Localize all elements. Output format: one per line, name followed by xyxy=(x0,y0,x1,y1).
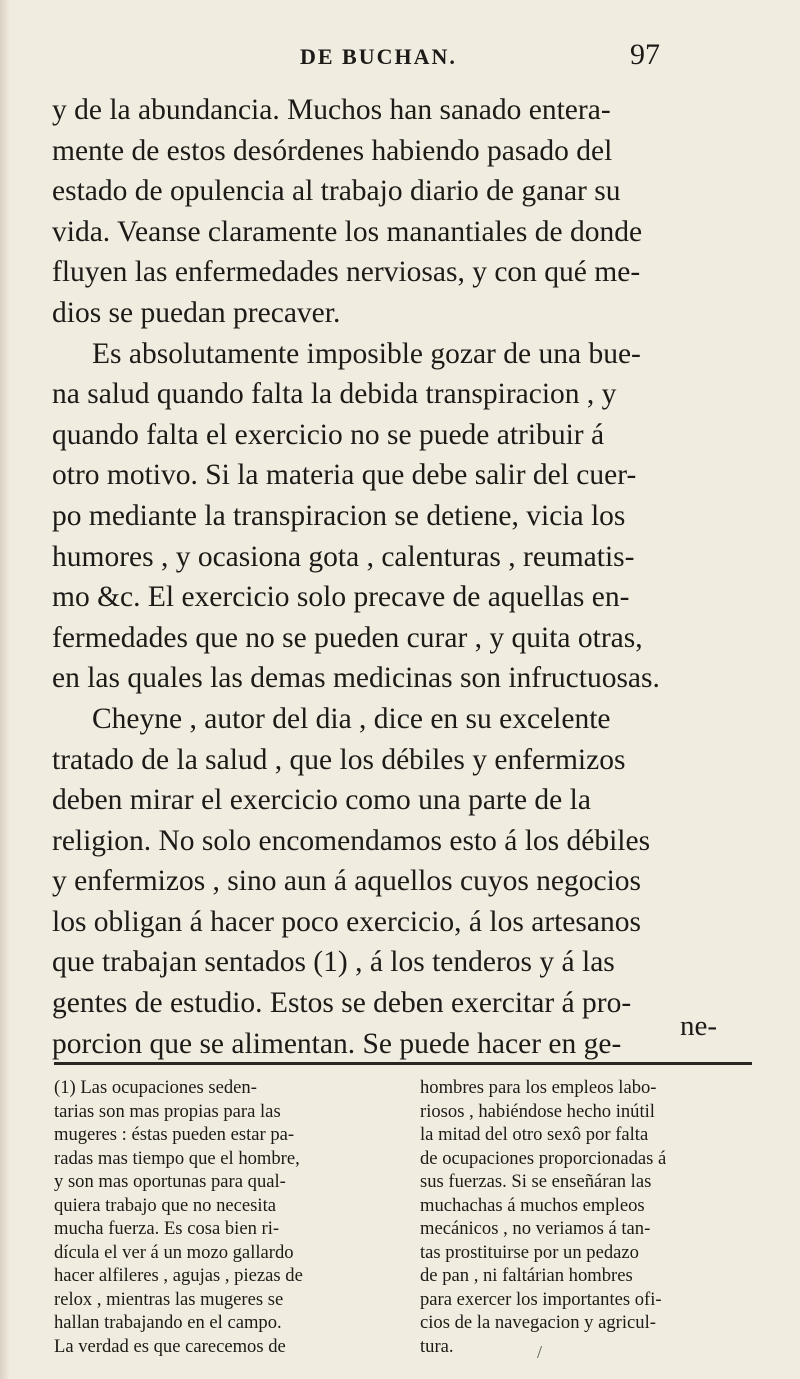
body-line: vida. Veanse claramente los manantiales de donde xyxy=(52,215,643,248)
footnote-rule xyxy=(54,1062,752,1065)
footnote-line: sus fuerzas. Si se enseñáran las xyxy=(420,1171,652,1192)
body-line: na salud quando falta la debida transpiracion , y xyxy=(52,378,617,411)
footnote-line: tarias son mas propias para las xyxy=(54,1100,281,1122)
body-line: humores , y ocasiona gota , calenturas , reumatis- xyxy=(52,540,635,573)
body-line: porcion que se alimentan. Se puede hacer en ge- xyxy=(52,1027,622,1060)
body-line: los obligan á hacer poco exercicio, á los artesanos xyxy=(52,905,641,938)
body-line: deben mirar el exercicio como una parte de la xyxy=(52,784,591,817)
body-line: tratado de la salud , que los débiles y enfermizos xyxy=(52,743,626,776)
gutter-shadow xyxy=(0,0,10,1379)
footnote-line: hombres para los empleos labo- xyxy=(420,1077,657,1098)
body-line: estado de opulencia al trabajo diario de ganar su xyxy=(52,175,621,208)
footnote-line: de pan , ni faltárian hombres xyxy=(420,1265,633,1286)
catchword: ne- xyxy=(680,1010,718,1042)
footnote-line: de ocupaciones proporcionadas á xyxy=(420,1147,667,1169)
footnote-line: cios de la navegacion y agricul- xyxy=(420,1312,656,1333)
footnote-line: radas mas tiempo que el hombre, xyxy=(54,1147,300,1169)
page-number: 97 xyxy=(630,38,660,71)
footnotes xyxy=(54,1076,752,1358)
footnote-line: dícula el ver á un mozo gallardo xyxy=(54,1241,294,1263)
body-line: po mediante la transpiracion se detiene, vicia los xyxy=(52,499,626,532)
footnote-line: y son mas oportunas para qual- xyxy=(54,1171,286,1192)
footnote-line: (1) Las ocupaciones seden- xyxy=(54,1077,257,1098)
footnote-line: hacer alfileres , agujas , piezas de xyxy=(54,1265,303,1286)
body-line: fermedades que no se pueden curar , y quita otras, xyxy=(52,621,643,654)
main-text xyxy=(52,90,752,1064)
body-line: mo &c. El exercicio solo precave de aquellas en- xyxy=(52,581,630,614)
body-line: en las quales las demas medicinas son infructuosas. xyxy=(52,662,660,695)
body-line: dios se puedan precaver. xyxy=(52,296,341,329)
footnote-line: para exercer los importantes ofi- xyxy=(420,1288,662,1310)
footnote-line: hallan trabajando en el campo. xyxy=(54,1312,282,1333)
body-line: Es absolutamente imposible gozar de una bue- xyxy=(92,337,641,370)
footnote-line: La verdad es que carecemos de xyxy=(54,1335,286,1357)
footnote-column-right xyxy=(420,1076,752,1358)
body-line: religion. No solo encomendamos esto á los débiles xyxy=(52,824,651,857)
body-line: mente de estos desórdenes habiendo pasado del xyxy=(52,134,613,167)
body-line: otro motivo. Si la materia que debe salir del cuer- xyxy=(52,459,637,492)
footnote-line: mugeres : éstas pueden estar pa- xyxy=(54,1124,295,1145)
running-head: DE BUCHAN. xyxy=(300,44,457,69)
footnote-line: quiera trabajo que no necesita xyxy=(54,1194,276,1216)
footnote-line: tura. xyxy=(420,1335,454,1357)
footnote-line: mecánicos , no veriamos á tan- xyxy=(420,1218,651,1239)
footnote-line: relox , mientras las mugeres se xyxy=(54,1288,284,1310)
body-line: y de la abundancia. Muchos han sanado entera- xyxy=(52,94,611,126)
body-line: y enfermizos , sino aun á aquellos cuyos negocios xyxy=(52,865,642,898)
footnote-line: tas prostituirse por un pedazo xyxy=(420,1241,639,1263)
footnote-line: muchachas á muchos empleos xyxy=(420,1194,645,1216)
bottom-mark: / xyxy=(537,1342,543,1362)
body-line: quando falta el exercicio no se puede atribuir á xyxy=(52,418,605,451)
footnote-column-left xyxy=(54,1076,386,1358)
body-line: Cheyne , autor del dia , dice en su excelente xyxy=(92,702,611,735)
body-line: gentes de estudio. Estos se deben exercitar á pro- xyxy=(52,987,632,1020)
footnote-line: la mitad del otro sexô por falta xyxy=(420,1124,649,1145)
body-line: fluyen las enfermedades nerviosas, y con qué me- xyxy=(52,256,641,289)
body-line: que trabajan sentados (1) , á los tenderos y á las xyxy=(52,946,615,979)
footnote-line: riosos , habiéndose hecho inútil xyxy=(420,1100,655,1122)
footnote-line: mucha fuerza. Es cosa bien ri- xyxy=(54,1218,280,1239)
